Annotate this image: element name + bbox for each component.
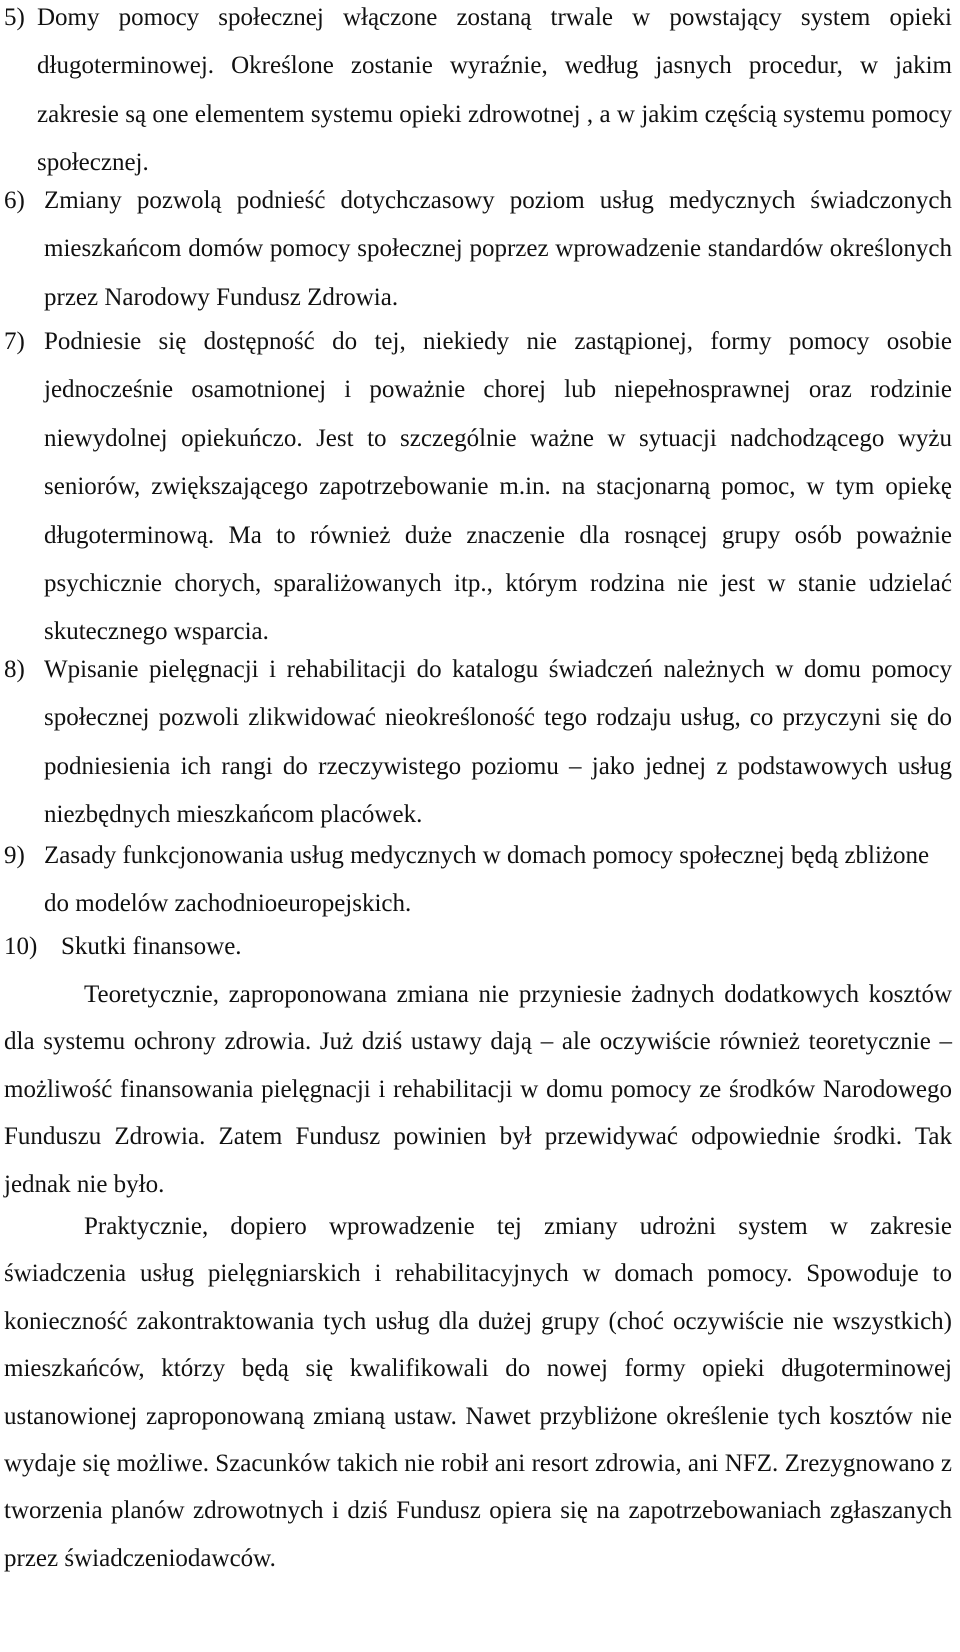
list-number: 6) <box>4 187 25 214</box>
list-item-9 <box>4 832 952 929</box>
list-text: Zasady funkcjonowania usług medycznych w domach pomocy społecznej będą zbliżone do modelów zachodnioeuropejskich. <box>44 842 930 918</box>
paragraph-practical: Praktycznie, dopiero wprowadzenie tej zmiany udrożni system w zakresie świadczenia usług pielęgniarskich i rehabilitacyjnych w domach pomocy. Spowoduje to konieczność zakontraktowania tych usług dla dużej grupy (choć oczywiście nie wszystkich) mieszkańców, którzy będą się kwalifikowali do nowej formy opieki długoterminowej ustanowionej zaproponowaną zmianą ustaw. Nawet przybliżone określenie tych kosztów nie wydaje się możliwe. Szacunków takich nie robił ani resort zdrowia, ani NFZ. Zrezygnowano z tworzenia planów zdrowotnych i dziś Fundusz opiera się na zapotrzebowaniach zgłaszanych przez świadczeniodawców. <box>4 1213 952 1572</box>
list-number: 8) <box>4 656 25 683</box>
list-text: Skutki finansowe. <box>61 933 242 960</box>
list-text: Podniesie się dostępność do tej, niekiedy nie zastąpionej, formy pomocy osobie jednocześnie osamotnionej i poważnie chorej lub niepełnosprawnej oraz rodzinie niewydolnej opiekuńczo. Jest to szczególnie ważne w sytuacji nadchodzącego wyżu seniorów, zwiększającego zapotrzebowanie m.in. na stacjonarną pomoc, w tym opiekę długoterminową. Ma to również duże znaczenie dla rosnącej grupy osób poważnie psychicznie chorych, sparaliżowanych itp., którym rodzina nie jest w stanie udzielać skutecznego wsparcia. <box>44 328 952 646</box>
list-number: 10) <box>4 933 38 960</box>
list-text: Wpisanie pielęgnacji i rehabilitacji do katalogu świadczeń należnych w domu pomocy społecznej pozwoli zlikwidować nieokreśloność tego rodzaju usług, co przyczyni się do podniesienia ich rangi do rzeczywistego poziomu – jako jednej z podstawowych usług niezbędnych mieszkańcom placówek. <box>44 656 952 829</box>
list-item-5 <box>4 0 952 188</box>
list-item-8 <box>4 646 952 840</box>
list-number: 5) <box>4 4 25 31</box>
list-number: 9) <box>4 842 25 869</box>
list-text: Domy pomocy społecznej włączone zostaną trwale w powstający system opieki długoterminowej. Określone zostanie wyraźnie, według jasnych procedur, w jakim zakresie są one elementem systemu opieki zdrowotnej , a w jakim częścią systemu pomocy społecznej. <box>37 4 952 177</box>
list-item-6 <box>4 177 952 322</box>
list-text: Zmiany pozwolą podnieść dotychczasowy poziom usług medycznych świadczonych mieszkańcom domów pomocy społecznej poprzez wprowadzenie standardów określonych przez Narodowy Fundusz Zdrowia. <box>44 187 952 311</box>
paragraph-theoretical: Teoretycznie, zaproponowana zmiana nie przyniesie żadnych dodatkowych kosztów dla systemu ochrony zdrowia. Już dziś ustawy dają – ale oczywiście również teoretycznie – możliwość finansowania pielęgnacji i rehabilitacji w domu pomocy ze środków Narodowego Funduszu Zdrowia. Zatem Fundusz powinien był przewidywać odpowiednie środki. Tak jednak nie było. <box>4 981 952 1198</box>
list-item-7 <box>4 318 952 657</box>
list-item-10 <box>4 923 952 971</box>
list-number: 7) <box>4 328 25 355</box>
